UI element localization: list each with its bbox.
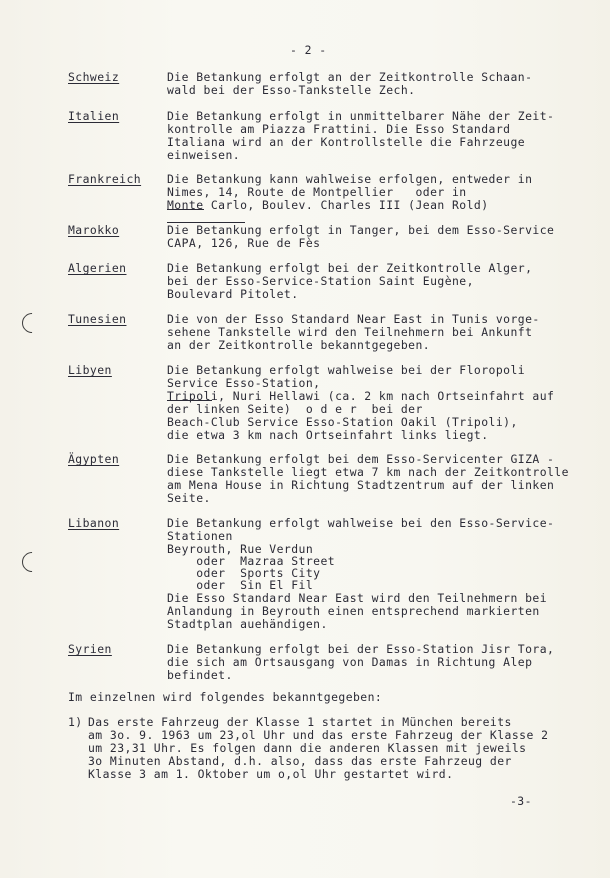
text-tunesien-3: an der Zeitkontrolle bekanntgegeben. [167, 338, 431, 352]
text-libyen-2: Service Esso-Station, [167, 376, 321, 390]
text-libanon-7: Die Esso Standard Near East wird den Teilnehmern bei [167, 591, 548, 605]
text-libyen-3: Tripoli, Nuri Hellawi (ca. 2 km nach Ortseinfahrt auf [167, 389, 555, 403]
text-frankreich-1: Die Betankung kann wahlweise erfolgen, entweder in [167, 172, 533, 186]
text-aegypten-3: am Mena House in Richtung Stadtzentrum auf der linken [167, 478, 555, 492]
text-syrien-3: befindet. [167, 668, 233, 682]
text-schweiz-2: wald bei der Esso-Tankstelle Zech. [167, 83, 416, 97]
item-1-line-2: am 3o. 9. 1963 um 23,ol Uhr und das erste Fahrzeug der Klasse 2 [88, 728, 549, 742]
text-libanon-1: Die Betankung erfolgt wahlweise bei den Esso-Service- [167, 516, 555, 530]
page-number: - 2 - [290, 43, 327, 57]
text-libanon-2: Stationen [167, 529, 233, 543]
text-algerien-3: Boulevard Pitolet. [167, 287, 299, 301]
text-marokko-1: Die Betankung erfolgt in Tanger, bei dem Esso-Service [167, 223, 555, 237]
item-1-line-5: Klasse 3 am 1. Oktober um o,ol Uhr gestartet wird. [88, 767, 454, 781]
country-libanon: Libanon [68, 516, 120, 530]
country-marokko: Marokko [68, 223, 120, 237]
country-frankreich: Frankreich [68, 172, 142, 186]
text-aegypten-1: Die Betankung erfolgt bei dem Esso-Servicenter GIZA - [167, 452, 555, 466]
country-schweiz: Schweiz [68, 70, 120, 84]
punch-hole-icon [18, 309, 46, 337]
text-syrien-1: Die Betankung erfolgt bei der Esso-Station Jisr Tora, [167, 642, 555, 656]
underline-tripoli [167, 400, 212, 401]
text-libanon-6: oder Sin El Fil [167, 578, 314, 592]
text-frankreich-3: Monte Carlo, Boulev. Charles III (Jean Rold) [167, 198, 489, 212]
text-libanon-8: Anlandung in Beyrouth einen entsprechend markierten [167, 604, 540, 618]
text-tunesien-2: sehene Tankstelle wird den Teilnehmern bei Ankunft [167, 325, 533, 339]
text-libanon-9: Stadtplan auehändigen. [167, 617, 328, 631]
text-marokko-2: CAPA, 126, Rue de Fès [167, 236, 321, 250]
text-libanon-5: oder Sports City [167, 566, 321, 580]
text-libanon-3: Beyrouth, Rue Verdun [167, 542, 314, 556]
item-1-line-3: um 23,31 Uhr. Es folgen dann die anderen Klassen mit jeweils [88, 741, 527, 755]
text-italien-1: Die Betankung erfolgt in unmittelbarer Nähe der Zeit- [167, 109, 555, 123]
text-libanon-4: oder Mazraa Street [167, 554, 336, 568]
text-aegypten-2: diese Tankstelle liegt etwa 7 km nach der Zeitkontrolle [167, 465, 569, 479]
item-1-number: 1) [68, 715, 83, 729]
text-frankreich-2: Nimes, 14, Route de Montpellier oder in [167, 185, 467, 199]
text-italien-2: kontrolle am Piazza Frattini. Die Esso Standard [167, 122, 511, 136]
item-1-line-1: Das erste Fahrzeug der Klasse 1 startet in München bereits [88, 715, 512, 729]
next-page-marker: -3- [510, 794, 532, 808]
text-algerien-1: Die Betankung erfolgt bei der Zeitkontrolle Alger, [167, 261, 533, 275]
text-libyen-6: die etwa 3 km nach Ortseinfahrt links liegt. [167, 428, 489, 442]
text-tunesien-1: Die von der Esso Standard Near East in Tunis vorge- [167, 312, 540, 326]
text-schweiz-1: Die Betankung erfolgt an der Zeitkontrolle Schaan- [167, 70, 533, 84]
text-libyen-4: der linken Seite) o d e r bei der [167, 402, 423, 416]
underline-nimes [167, 209, 204, 210]
text-libyen-1: Die Betankung erfolgt wahlweise bei der Floropoli [167, 363, 526, 377]
intro-text: Im einzelnen wird folgendes bekanntgegeben: [68, 690, 383, 704]
country-tunesien: Tunesien [68, 312, 127, 326]
text-syrien-2: die sich am Ortsausgang von Damas in Richtung Alep [167, 655, 533, 669]
country-libyen: Libyen [68, 363, 112, 377]
country-aegypten: Ägypten [68, 452, 120, 466]
text-algerien-2: bei der Esso-Service-Station Saint Eugène, [167, 274, 474, 288]
punch-hole-icon [18, 548, 46, 576]
text-libyen-5: Beach-Club Service Esso-Station Oakil (Tripoli), [167, 415, 518, 429]
text-aegypten-4: Seite. [167, 491, 211, 505]
text-italien-3: Italiana wird an der Kontrollstelle die Fahrzeuge [167, 135, 526, 149]
text-italien-4: einweisen. [167, 148, 241, 162]
item-1-line-4: 3o Minuten Abstand, d.h. also, dass das erste Fahrzeug der [88, 754, 512, 768]
country-algerien: Algerien [68, 261, 127, 275]
country-italien: Italien [68, 109, 120, 123]
country-syrien: Syrien [68, 642, 112, 656]
